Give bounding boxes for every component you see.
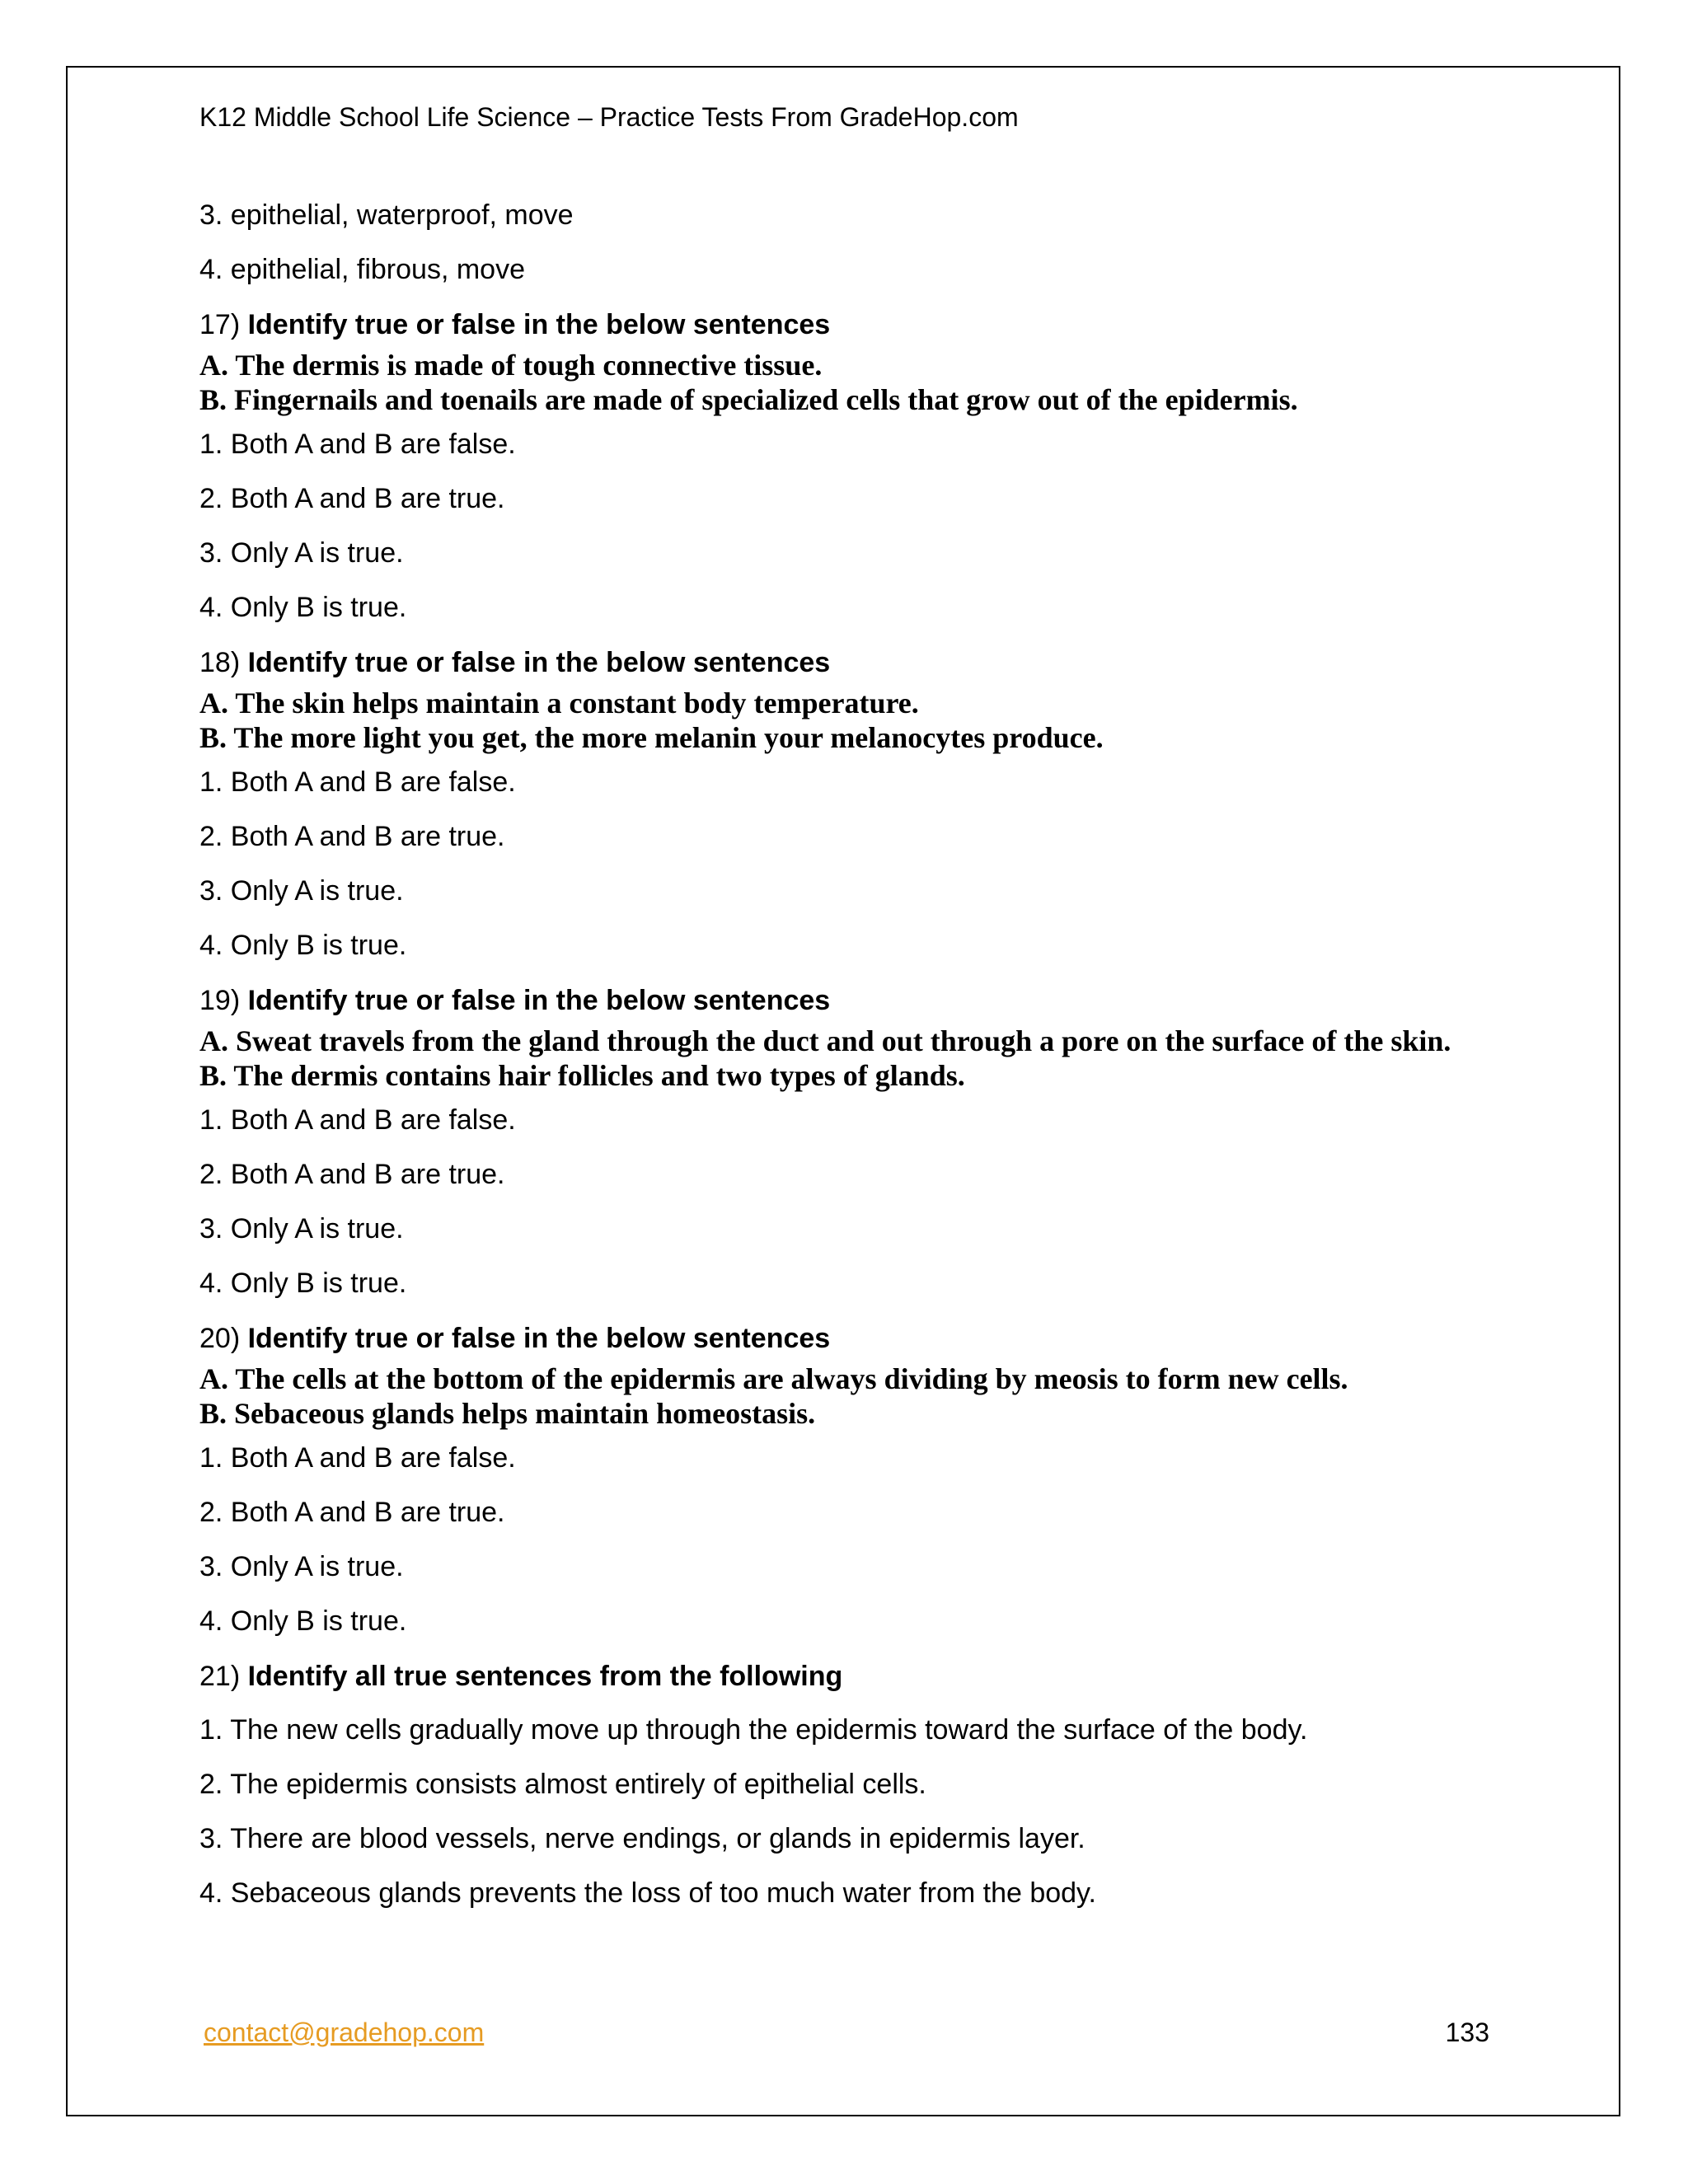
option: 1. The new cells gradually move up through the epidermis toward the surface of the body. <box>199 1714 1308 1746</box>
question-number: 19) <box>199 985 241 1016</box>
statement-b: B. The more light you get, the more melanin your melanocytes produce. <box>199 721 1104 754</box>
option: 2. Both A and B are true. <box>199 1497 505 1528</box>
option: 4. Only B is true. <box>199 1268 407 1299</box>
statements <box>199 686 1535 755</box>
page-number: 133 <box>1445 2018 1489 2047</box>
option: 2. The epidermis consists almost entirely of epithelial cells. <box>199 1769 926 1800</box>
question-text: Identify true or false in the below sentences <box>247 985 831 1016</box>
question-prompt <box>199 643 1535 682</box>
question-text: Identify all true sentences from the following <box>247 1661 843 1692</box>
option: 3. Only A is true. <box>199 875 404 907</box>
question-prompt <box>199 305 1535 344</box>
question-19 <box>199 981 1535 1302</box>
page-header: K12 Middle School Life Science – Practice Tests From GradeHop.com <box>199 102 1019 132</box>
option: 3. Only A is true. <box>199 1551 404 1582</box>
question-number: 21) <box>199 1661 241 1692</box>
option: 4. Only B is true. <box>199 592 407 623</box>
statement-b: B. The dermis contains hair follicles and two types of glands. <box>199 1059 965 1092</box>
question-number: 17) <box>199 309 241 340</box>
question-18 <box>199 643 1535 964</box>
option: 3. Only A is true. <box>199 537 404 569</box>
statements <box>199 1024 1535 1093</box>
statement-b: B. Sebaceous glands helps maintain homeostasis. <box>199 1397 816 1430</box>
question-21 <box>199 1657 1535 1912</box>
option: 4. Sebaceous glands prevents the loss of too much water from the body. <box>199 1877 1096 1909</box>
option: 4. epithelial, fibrous, move <box>199 254 525 285</box>
question-prompt <box>199 1657 1535 1696</box>
question-text: Identify true or false in the below sentences <box>247 647 831 678</box>
question-text: Identify true or false in the below sentences <box>247 309 831 340</box>
option: 1. Both A and B are false. <box>199 766 516 798</box>
option: 1. Both A and B are false. <box>199 1104 516 1136</box>
page-content <box>199 97 1535 1929</box>
statement-a: A. The cells at the bottom of the epidermis are always dividing by meosis to form new cells. <box>199 1362 1348 1395</box>
statement-a: A. The dermis is made of tough connective tissue. <box>199 349 823 382</box>
question-number: 20) <box>199 1323 241 1354</box>
statements <box>199 348 1535 417</box>
question-prompt <box>199 981 1535 1020</box>
option: 2. Both A and B are true. <box>199 483 505 514</box>
lead-options <box>199 196 1535 288</box>
option: 4. Only B is true. <box>199 930 407 961</box>
question-17 <box>199 305 1535 626</box>
option: 3. epithelial, waterproof, move <box>199 199 574 231</box>
question-text: Identify true or false in the below sentences <box>247 1323 831 1354</box>
option: 3. There are blood vessels, nerve endings, or glands in epidermis layer. <box>199 1823 1085 1854</box>
option: 4. Only B is true. <box>199 1605 407 1637</box>
option: 1. Both A and B are false. <box>199 429 516 460</box>
statement-a: A. Sweat travels from the gland through the duct and out through a pore on the surface of the skin. <box>199 1024 1451 1057</box>
statement-a: A. The skin helps maintain a constant body temperature. <box>199 687 919 719</box>
statement-b: B. Fingernails and toenails are made of specialized cells that grow out of the epidermis. <box>199 383 1298 416</box>
question-20 <box>199 1319 1535 1640</box>
option: 2. Both A and B are true. <box>199 1159 505 1190</box>
statements <box>199 1361 1535 1431</box>
question-prompt <box>199 1319 1535 1358</box>
option: 2. Both A and B are true. <box>199 821 505 852</box>
question-number: 18) <box>199 647 241 678</box>
option: 3. Only A is true. <box>199 1213 404 1244</box>
page-footer <box>204 2014 1489 2050</box>
option: 1. Both A and B are false. <box>199 1442 516 1474</box>
contact-email-link[interactable]: contact@gradehop.com <box>204 2018 485 2047</box>
